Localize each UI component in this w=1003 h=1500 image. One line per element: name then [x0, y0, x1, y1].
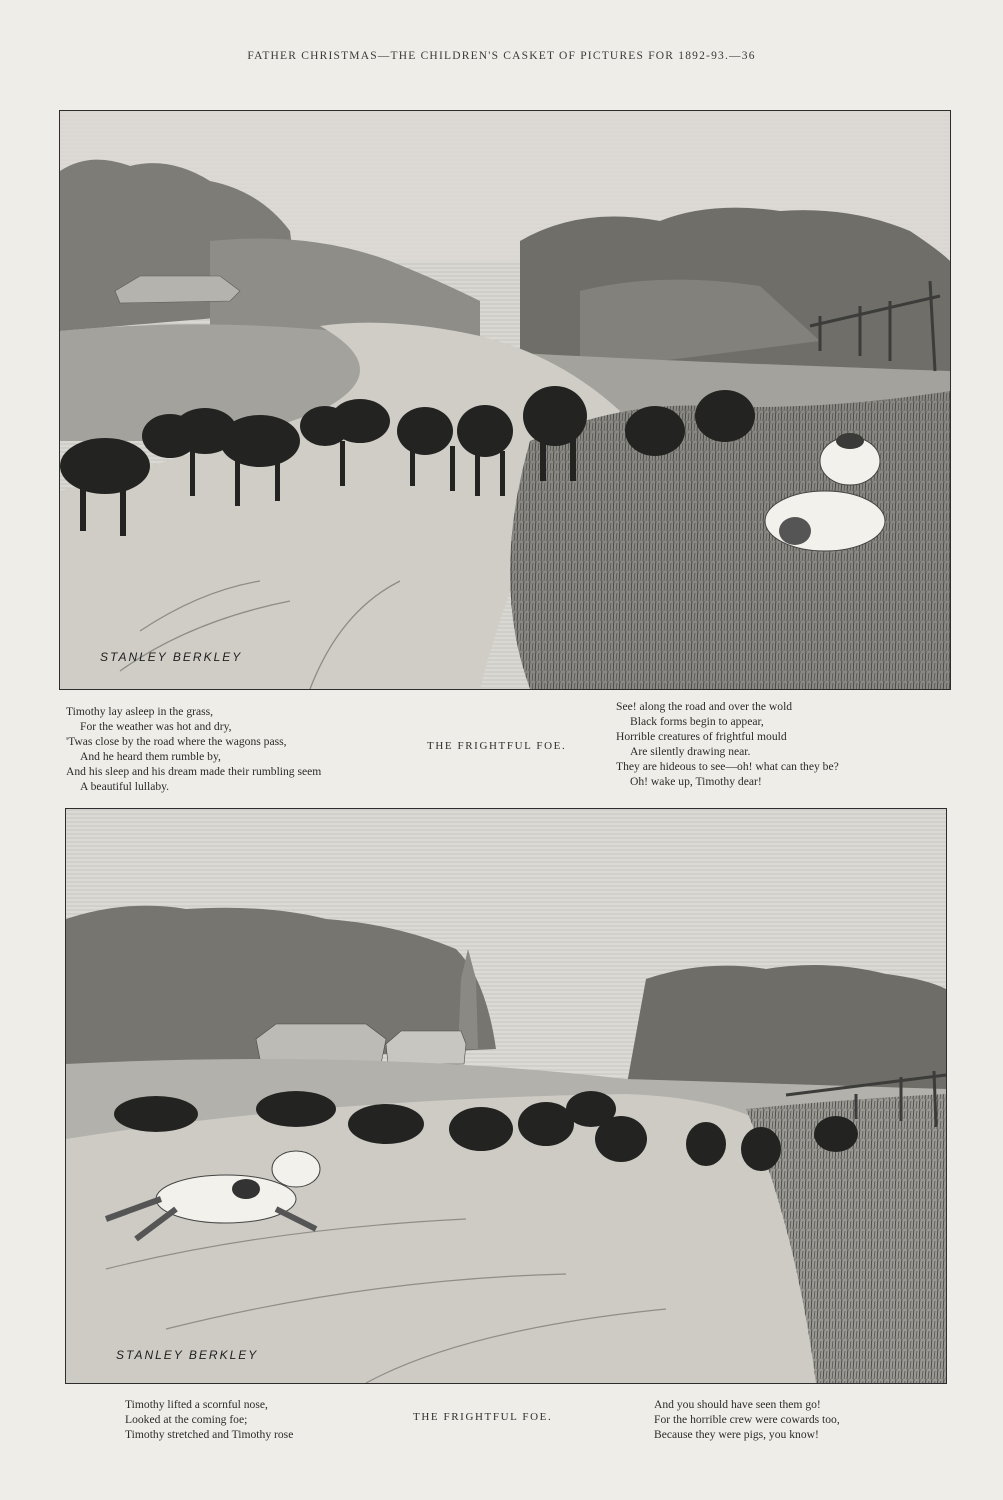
verse-line: A beautiful lullaby. [80, 780, 170, 793]
verse-right-2 [654, 1397, 840, 1442]
verse-left-2 [125, 1397, 293, 1442]
verse-line: Timothy stretched and Timothy rose [125, 1428, 294, 1441]
verse-line: And his sleep and his dream made their rumbling seem [66, 765, 322, 778]
running-head: FATHER CHRISTMAS—THE CHILDREN'S CASKET OF PICTURES FOR 1892-93.—36 [247, 50, 756, 62]
verse-line: Timothy lifted a scornful nose, [125, 1398, 268, 1411]
artist-signature-2: STANLEY BERKLEY [116, 1348, 259, 1362]
verse-line: Oh! wake up, Timothy dear! [630, 775, 762, 788]
verse-line: For the horrible crew were cowards too, [654, 1413, 840, 1426]
engraving-dog-chasing-pigs [65, 808, 947, 1384]
verse-line: Timothy lay asleep in the grass, [66, 705, 214, 718]
verse-line: See! along the road and over the wold [616, 700, 793, 713]
verse-line: Are silently drawing near. [630, 745, 751, 758]
verse-line: They are hideous to see—oh! what can they be? [616, 760, 839, 773]
artist-signature-1: STANLEY BERKLEY [100, 650, 243, 664]
verse-line: Because they were pigs, you know! [654, 1428, 819, 1441]
plate-caption-1: THE FRIGHTFUL FOE. [427, 740, 567, 752]
verse-line: And you should have seen them go! [654, 1398, 821, 1411]
verse-line: Black forms begin to appear, [630, 715, 764, 728]
verse-line: Horrible creatures of frightful mould [616, 730, 787, 743]
verse-line: For the weather was hot and dry, [80, 720, 232, 733]
engraving-pigs-approaching-dog [59, 110, 951, 690]
verse-line: And he heard them rumble by, [80, 750, 221, 763]
verse-line: 'Twas close by the road where the wagons pass, [66, 735, 287, 748]
verse-right-1 [616, 699, 839, 789]
verse-left-1 [66, 704, 321, 794]
verse-line: Looked at the coming foe; [125, 1413, 248, 1426]
plate-caption-2: THE FRIGHTFUL FOE. [413, 1411, 553, 1423]
